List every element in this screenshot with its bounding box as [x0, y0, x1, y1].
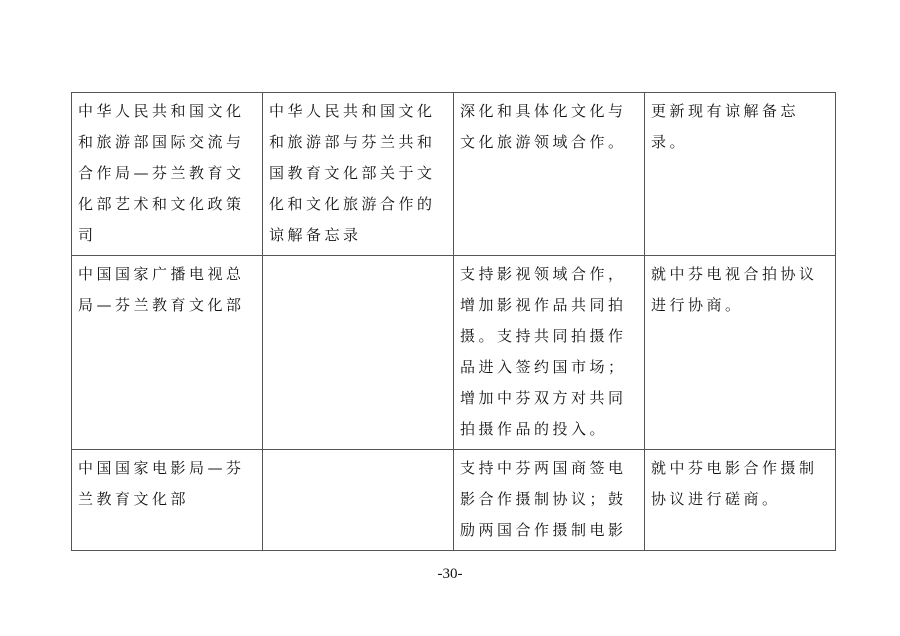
table-cell: 更新现有谅解备忘录。	[645, 93, 836, 256]
table-cell: 中国国家广播电视总局—芬兰教育文化部	[72, 256, 263, 450]
table-row	[72, 450, 836, 551]
table-row	[72, 93, 836, 256]
table-row	[72, 256, 836, 450]
table-cell: 支持影视领域合作，增加影视作品共同拍摄。支持共同拍摄作品进入签约国市场；增加中芬双方对共同拍摄作品的投入。	[454, 256, 645, 450]
table-cell: 深化和具体化文化与文化旅游领域合作。	[454, 93, 645, 256]
table-cell: 中华人民共和国文化和旅游部国际交流与合作局—芬兰教育文化部艺术和文化政策司	[72, 93, 263, 256]
page-number: -30-	[437, 566, 463, 582]
agreements-table	[71, 92, 836, 551]
table-cell	[263, 256, 454, 450]
table-cell	[263, 450, 454, 551]
table-cell: 就中芬电影合作摄制协议进行磋商。	[645, 450, 836, 551]
table-cell: 就中芬电视合拍协议进行协商。	[645, 256, 836, 450]
table-cell: 中华人民共和国文化和旅游部与芬兰共和国教育文化部关于文化和文化旅游合作的谅解备忘录	[263, 93, 454, 256]
table-cell: 支持中芬两国商签电影合作摄制协议；鼓励两国合作摄制电影	[454, 450, 645, 551]
table-cell: 中国国家电影局—芬兰教育文化部	[72, 450, 263, 551]
